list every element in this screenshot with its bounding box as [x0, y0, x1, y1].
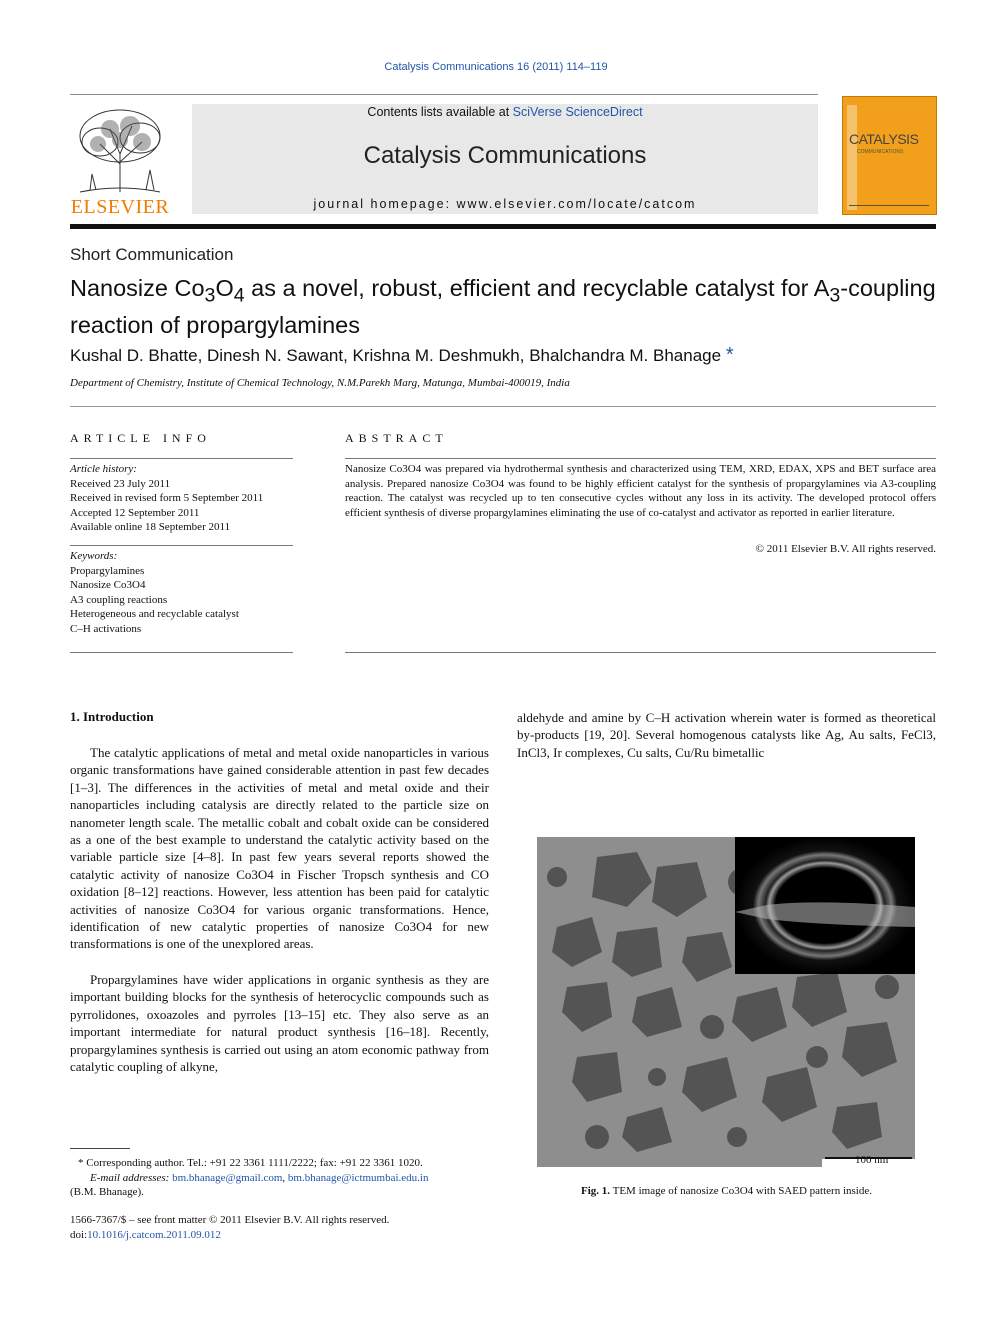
journal-cover-image	[842, 96, 937, 215]
journal-name: Catalysis Communications	[363, 142, 647, 169]
scale-bar-label: 100 nm	[855, 1154, 889, 1166]
body-paragraph: Propargylamines have wider applications in organic synthesis as they are important building blocks for the synthesis of heterocyclic compounds such as pyrrolidones, oxoazoles and pyrroles [13–15] etc. They also serve as an important intermediate for natural product synthesis [16–18]. Recently, propargylamines synthesis is carried out using an atom economic pathway from catalytic coupling of alkyne,	[70, 972, 489, 1075]
email-label: E-mail addresses:	[90, 1171, 170, 1184]
abstract-heading: ABSTRACT	[345, 431, 448, 445]
keyword: Propargylamines	[70, 564, 145, 577]
tem-figure	[537, 837, 915, 1167]
authors: Kushal D. Bhatte, Dinesh N. Sawant, Krishna M. Deshmukh, Bhalchandra M. Bhanage	[70, 346, 722, 365]
footnote-rule	[70, 1148, 130, 1149]
journal-homepage[interactable]: journal homepage: www.elsevier.com/locate/catcom	[313, 197, 697, 211]
article-history	[70, 462, 293, 535]
section-heading-introduction: 1. Introduction	[70, 709, 154, 724]
email-link[interactable]: bm.bhanage@gmail.com	[172, 1171, 283, 1184]
cover-title: CATALYSIS	[849, 131, 919, 147]
tem-micrograph	[537, 837, 915, 1167]
figure-label: Fig. 1.	[581, 1185, 611, 1197]
history-label: Article history:	[70, 463, 137, 475]
journal-citation[interactable]: Catalysis Communications 16 (2011) 114–119	[384, 61, 608, 73]
history-item: Accepted 12 September 2011	[70, 506, 200, 519]
figure-caption	[517, 1185, 936, 1197]
cover-subtitle: COMMUNICATIONS	[857, 149, 904, 155]
abstract-copyright: © 2011 Elsevier B.V. All rights reserved.	[755, 543, 936, 555]
article-info-rule	[70, 458, 293, 459]
body-paragraph: aldehyde and amine by C–H activation wherein water is formed as theoretical by-products [19, 20]. Several homogenous catalysts like Ag, Au salts, FeCl3, InCl3, Ir complexes, Cu salts, Cu/Ru bimetallic	[517, 710, 936, 760]
affiliation: Department of Chemistry, Institute of Chemical Technology, N.M.Parekh Marg, Matunga, Mumbai-400019, India	[70, 377, 570, 389]
contents-prefix: Contents lists available at	[367, 105, 513, 119]
keyword: Heterogeneous and recyclable catalyst	[70, 608, 239, 620]
cover-stripe	[847, 105, 857, 210]
footnote-emails: E-mail addresses: bm.bhanage@gmail.com, bm.bhanage@ictmumbai.edu.in	[90, 1171, 429, 1184]
email-link[interactable]: bm.bhanage@ictmumbai.edu.in	[287, 1171, 429, 1184]
abstract-text: Nanosize Co3O4 was prepared via hydrothermal synthesis and characterized using TEM, XRD, EDAX, XPS and BET surface area analysis. Prepared nanosize Co3O4 was found to be highly efficient catalyst for the synthesis of propargylamines via A3-coupling reaction. The catalyst was recycled up to ten consecutive cycles without any loss in its activity. The developed protocol offers efficient synthesis of diverse propargylamines eliminating the use of co-catalyst and activator as reported in earlier literature.	[345, 463, 936, 519]
cover-rule	[849, 205, 929, 206]
history-item: Received 23 July 2011	[70, 477, 171, 490]
keyword: C–H activations	[70, 622, 142, 635]
footnote-mark: *	[78, 1157, 84, 1169]
footnote-corresponding	[70, 1156, 489, 1171]
article-info-rule	[70, 652, 293, 653]
article-info-heading: ARTICLE INFO	[70, 431, 211, 445]
figure-caption-text: TEM image of nanosize Co3O4 with SAED pattern inside.	[612, 1185, 872, 1197]
body-paragraph: The catalytic applications of metal and metal oxide nanoparticles in various organic transformations have gained considerable attention in past few decades [1–3]. The differences in the activities of metal and metal oxide and their nanoparticles including catalysis are directly related to the particle size on nanometer length scale. The metallic cobalt and cobalt oxide can be considered as a one of the best example to understand the catalytic activity based on the variable particle size [4–8]. In past few years several reports showed the catalytic activity of nanosize Co3O4 in Fischer Tropsch synthesis and CO oxidation [8–12] reactions. However, less attention has been paid for catalytic activities of nanosize Co3O4 for various organic transformations. Hence, identification of new catalytic properties of nanosize Co3O4 for new transformations is one of the unexplored areas.	[70, 745, 489, 952]
front-matter	[70, 1213, 389, 1242]
contents-line	[192, 105, 818, 119]
doi-label: doi:	[70, 1228, 88, 1241]
abstract-rule	[345, 652, 936, 653]
affiliation-rule	[70, 406, 936, 407]
article-title: Nanosize $Co_3O_4$ as a novel, robust, efficient and recyclable catalyst for $A_3$-coupling reaction of propargylamines	[70, 275, 936, 338]
header-rule	[70, 94, 818, 95]
abstract-rule	[345, 458, 936, 459]
article-info-rule	[70, 545, 293, 546]
issn-line: 1566-7367/$ – see front matter © 2011 Elsevier B.V. All rights reserved.	[70, 1214, 390, 1226]
corresponding-author-note: Corresponding author. Tel.: +91 22 3361 1111/2222; fax: +91 22 3361 1020.	[86, 1157, 423, 1169]
keywords-label: Keywords:	[70, 550, 118, 562]
keyword: Nanosize Co3O4	[70, 579, 146, 591]
history-item: Received in revised form 5 September 2011	[70, 492, 264, 504]
footnote	[70, 1156, 489, 1200]
doi-line	[70, 1228, 389, 1243]
keywords	[70, 549, 293, 636]
corresponding-author-mark[interactable]: *	[725, 344, 734, 366]
author-list	[70, 344, 734, 367]
header-thick-rule	[70, 224, 936, 229]
keyword: A3 coupling reactions	[70, 593, 168, 606]
doi-link[interactable]: 10.1016/j.catcom.2011.09.012	[87, 1228, 221, 1241]
footnote-name: (B.M. Bhanage).	[70, 1186, 144, 1198]
elsevier-wordmark: ELSEVIER	[70, 196, 170, 218]
history-item: Available online 18 September 2011	[70, 521, 231, 533]
article-type: Short Communication	[70, 245, 234, 264]
sciencedirect-link[interactable]: SciVerse ScienceDirect	[512, 105, 643, 119]
